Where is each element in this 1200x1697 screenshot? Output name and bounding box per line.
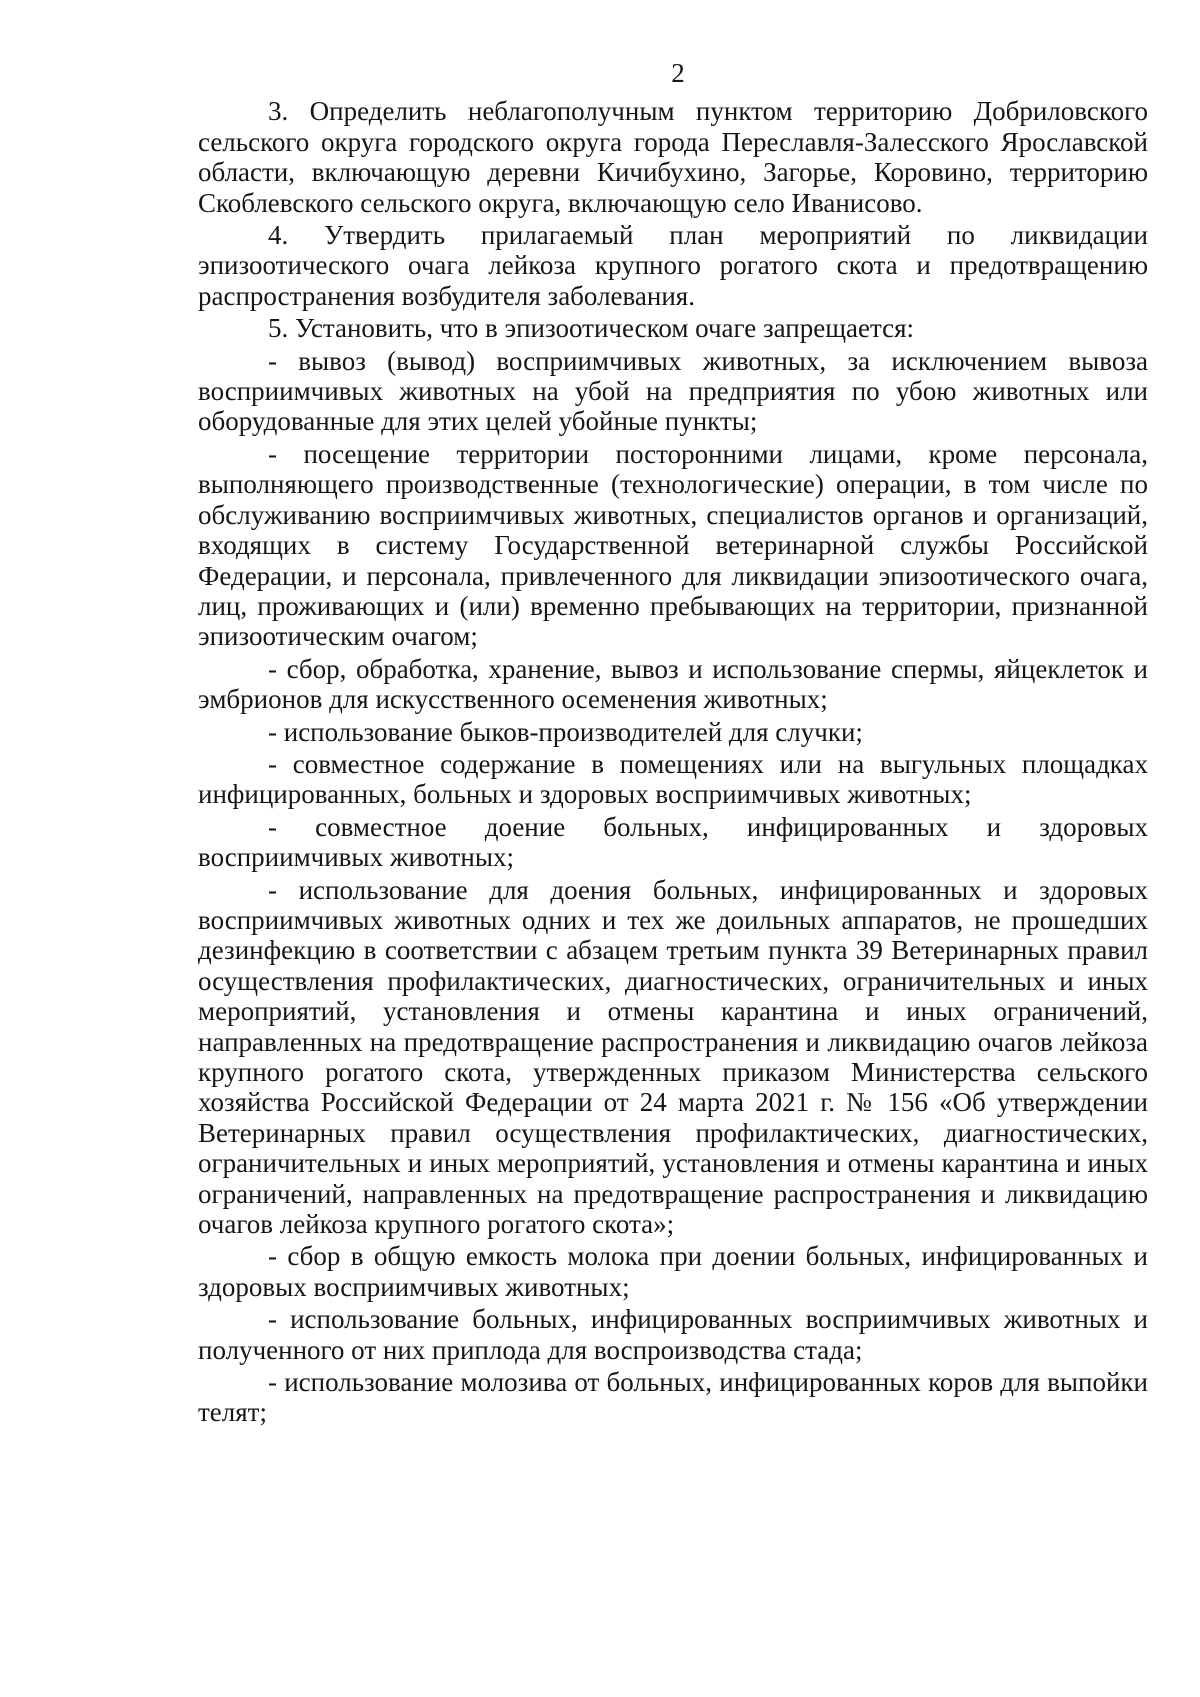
prohibition-colostrum-use: - использование молозива от больных, инфицированных коров для выпойки телят; [198,1367,1148,1428]
prohibition-sperm-embryos: - сбор, обработка, хранение, вывоз и использование спермы, яйцеклеток и эмбрионов для искусственного осеменения животных; [198,653,1148,715]
prohibition-export-animals: - вывоз (вывод) восприимчивых животных, за исключением вывоза восприимчивых животных на убой на предприятия по убою животных или оборудованные для этих целей убойные пункты; [198,345,1148,437]
prohibition-visiting-territory: - посещение территории посторонними лицами, кроме персонала, выполняющего производственные (технологические) операции, в том числе по обслуживанию восприимчивых животных, специалистов органов и организаций, входящих в систему Государственной ветеринарной службы Российской Федерации, и персонала, привлеченного для ликвидации эпизоотического очага, лиц, проживающих и (или) временно пребывающих на территории, признанной эпизоотическим очагом; [198,438,1148,652]
prohibition-joint-milking: - совместное доение больных, инфицированных и здоровых восприимчивых животных; [198,811,1148,873]
paragraph-item-3: 3. Определить неблагополучным пунктом территорию Добриловского сельского округа городского округа города Переславля-Залесского Ярославской области, включающую деревни Кичибухино, Загорье, Коровино, территорию Скоблевского сельского округа, включающую село Иванисово. [198,96,1148,218]
prohibition-joint-keeping: - совместное содержание в помещениях или на выгульных площадках инфицированных, больных и здоровых восприимчивых животных; [198,748,1148,810]
paragraph-item-5: 5. Установить, что в эпизоотическом очаге запрещается: [268,313,915,344]
prohibition-reproduction-use: - использование больных, инфицированных восприимчивых животных и полученного от них приплода для воспроизводства стада; [198,1304,1148,1365]
prohibition-common-milk-container: - сбор в общую емкость молока при доении больных, инфицированных и здоровых восприимчивых животных; [198,1241,1148,1302]
document-page [198,58,1148,1430]
prohibition-shared-milking-machines: - использование для доения больных, инфицированных и здоровых восприимчивых животных одних и тех же доильных аппаратов, не прошедших дезинфекцию в соответствии с абзацем третьим пункта 39 Ветеринарных правил осуществления профилактических, диагностических, ограничительных и иных мероприятий, установления и отмены карантина и иных ограничений, направленных на предотвращение распространения и ликвидацию очагов лейкоза крупного рогатого скота, утвержденных приказом Министерства сельского хозяйства Российской Федерации от 24 марта 2021 г. № 156 «Об утверждении Ветеринарных правил осуществления профилактических, диагностических, ограничительных и иных мероприятий, установления и отмены карантина и иных ограничений, направленных на предотвращение распространения и ликвидацию очагов лейкоза крупного рогатого скота»; [198,874,1148,1240]
prohibition-breeding-bulls: - использование быков-производителей для случки; [268,716,863,747]
paragraph-item-4: 4. Утвердить прилагаемый план мероприятий по ликвидации эпизоотического очага лейкоза крупного рогатого скота и предотвращению распространения возбудителя заболевания. [198,220,1148,311]
page-number: 2 [671,58,685,88]
